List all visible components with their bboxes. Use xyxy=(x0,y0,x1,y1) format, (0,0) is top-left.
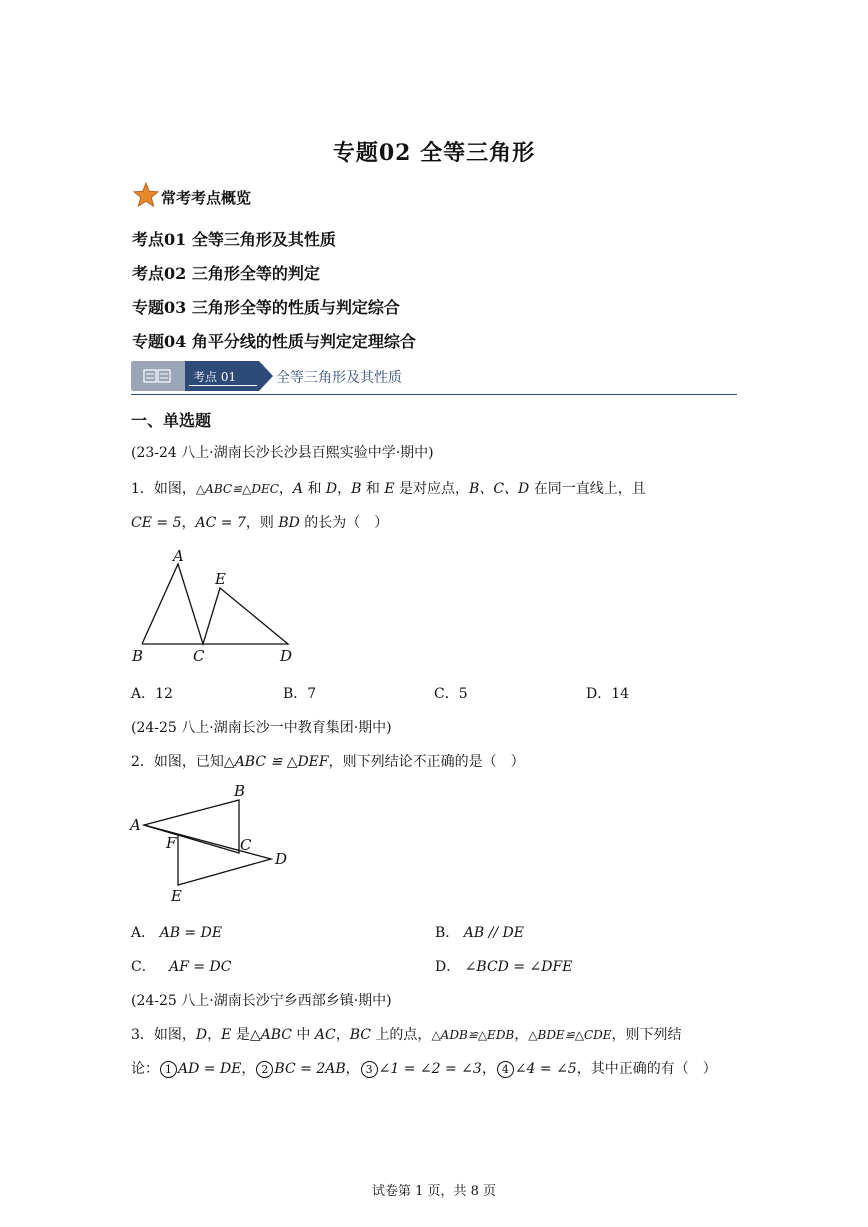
label-C: C xyxy=(193,647,205,665)
page-footer: 试卷第 1 页，共 8 页 xyxy=(371,1184,497,1199)
option-c[interactable]: C．5 xyxy=(434,686,468,702)
circled-3: 3 xyxy=(361,1061,378,1078)
label-E: E xyxy=(171,887,182,905)
book-icon xyxy=(143,369,171,383)
banner-code: 考点 01 xyxy=(193,370,237,384)
label-F: F xyxy=(166,834,177,852)
option-c[interactable]: C． AF = DC xyxy=(131,959,232,975)
toc-item[interactable]: 专题04 角平分线的性质与判定定理综合 xyxy=(132,332,416,351)
banner-underline xyxy=(189,385,257,386)
question-source: (23-24 八上·湖南长沙长沙县百熙实验中学·期中) xyxy=(131,445,434,461)
circled-1: 1 xyxy=(160,1061,177,1078)
toc-item[interactable]: 考点01 全等三角形及其性质 xyxy=(132,230,336,249)
option-a[interactable]: A． AB = DE xyxy=(131,925,223,941)
figure-q1 xyxy=(128,545,308,670)
section-banner xyxy=(131,361,737,395)
circled-2: 2 xyxy=(256,1061,273,1078)
option-d[interactable]: D．14 xyxy=(586,686,630,702)
label-D: D xyxy=(275,850,288,868)
question-stem: 2．如图，已知△ABC ≌ △DEF，则下列结论不正确的是（ ） xyxy=(131,754,525,770)
star-icon xyxy=(133,182,159,208)
question-stem: 1．如图，△ABC≌△DEC，A 和 D，B 和 E 是对应点，B、C、D 在同一直线上，且 xyxy=(131,481,646,497)
option-a[interactable]: A．12 xyxy=(131,686,173,702)
banner-name: 全等三角形及其性质 xyxy=(276,370,402,386)
question-source: (24-25 八上·湖南长沙宁乡西部乡镇·期中) xyxy=(131,993,392,1009)
overview-label: 常考考点概览 xyxy=(161,189,252,207)
label-D: D xyxy=(280,647,293,665)
toc-item[interactable]: 专题03 三角形全等的性质与判定综合 xyxy=(132,298,400,317)
option-d[interactable]: D． ∠BCD = ∠DFE xyxy=(435,959,573,975)
question-stem-line2: 论： 1 AD = DE， 2 BC = 2AB， 3 ∠1 = ∠2 = ∠3， 4 ∠4 = ∠5，其中正确的有（ ） xyxy=(131,1061,717,1077)
question-stem: 3．如图，D，E 是△ABC 中 AC，BC 上的点，△ADB≌△EDB，△BDE≌△CDE，则下列结 xyxy=(131,1027,682,1043)
label-B: B xyxy=(132,647,144,665)
banner-rule xyxy=(131,394,737,395)
label-B: B xyxy=(234,782,246,800)
figure-q2 xyxy=(128,780,298,908)
label-A: A xyxy=(173,547,184,565)
toc-item[interactable]: 考点02 三角形全等的判定 xyxy=(132,264,320,283)
label-C: C xyxy=(240,836,252,854)
circled-4: 4 xyxy=(497,1061,514,1078)
section-title: 一、单选题 xyxy=(131,411,212,430)
label-A: A xyxy=(130,816,141,834)
question-stem-line2: CE = 5，AC = 7，则 BD 的长为（ ） xyxy=(131,515,389,531)
option-b[interactable]: B．7 xyxy=(283,686,317,702)
page-title: 专题02 全等三角形 xyxy=(332,140,536,166)
option-b[interactable]: B． AB // DE xyxy=(435,925,524,941)
label-E: E xyxy=(215,570,226,588)
question-source: (24-25 八上·湖南长沙一中教育集团·期中) xyxy=(131,720,392,736)
